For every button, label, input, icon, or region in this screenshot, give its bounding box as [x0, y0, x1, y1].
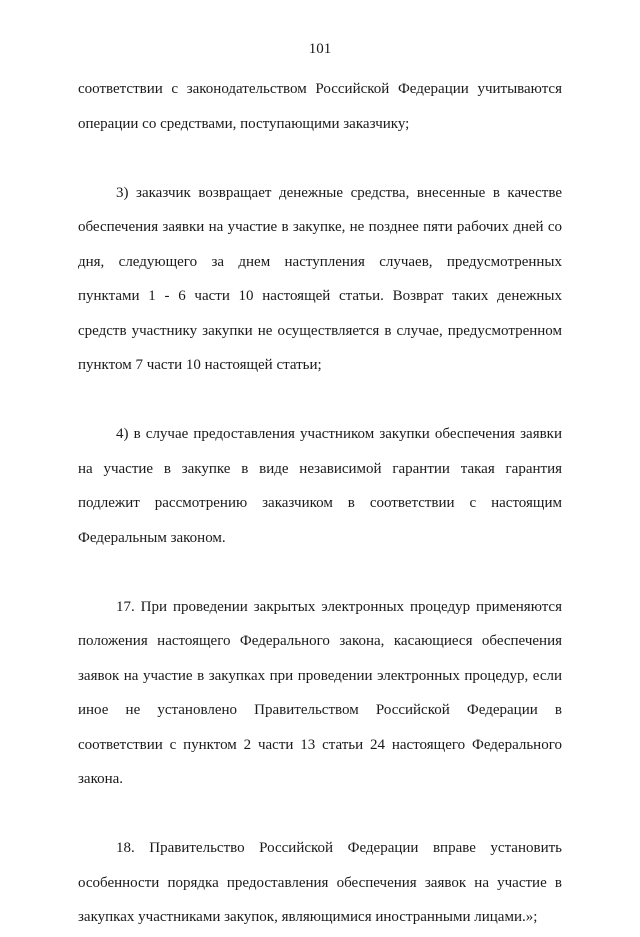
text-line: пунктом 7 части 10 настоящей статьи;	[78, 357, 322, 373]
text-line: дня, следующего за днем наступления случаев, предусмотренных	[78, 253, 562, 270]
text-line: средств участнику закупки не осуществляется в случае, предусмотренном	[78, 322, 562, 339]
text-line: 17. При проведении закрытых электронных процедур применяются	[116, 598, 562, 615]
text-line: закона.	[78, 771, 124, 787]
text-line: обеспечения заявки на участие в закупке, не позднее пяти рабочих дней со	[78, 219, 562, 235]
text-line: соответствии с законодательством Российской Федерации учитываются	[78, 81, 562, 97]
text-line: закупках участниками закупок, являющимися иностранными лицами.»;	[78, 909, 538, 925]
text-line: особенности порядка предоставления обеспечения заявок на участие в	[78, 874, 562, 891]
paragraph-continuation	[78, 74, 562, 143]
text-line: иное не установлено Правительством Российской Федерации в	[78, 702, 562, 718]
document-body	[78, 74, 562, 937]
text-line: операции со средствами, поступающими заказчику;	[78, 115, 410, 132]
text-line: подлежит рассмотрению заказчиком в соответствии с настоящим	[78, 495, 562, 511]
text-line: заявок на участие в закупках при проведении электронных процедур, если	[78, 667, 562, 684]
text-line: 3) заказчик возвращает денежные средства, внесенные в качестве	[116, 184, 562, 201]
text-line: 18. Правительство Российской Федерации вправе установить	[116, 840, 562, 856]
paragraph-part-17	[78, 592, 562, 799]
text-line: 4) в случае предоставления участником закупки обеспечения заявки	[116, 426, 562, 442]
page-number: 101	[308, 41, 332, 57]
text-line: положения настоящего Федерального закона, касающиеся обеспечения	[78, 633, 562, 649]
text-line: на участие в закупке в виде независимой гарантии такая гарантия	[78, 460, 562, 477]
paragraph-item-4	[78, 419, 562, 557]
text-line: соответствии с пунктом 2 части 13 статьи 24 настоящего Федерального	[78, 736, 562, 753]
text-line: пунктами 1 - 6 части 10 настоящей статьи. Возврат таких денежных	[78, 288, 562, 304]
paragraph-part-18	[78, 833, 562, 937]
paragraph-item-3	[78, 178, 562, 385]
text-line: Федеральным законом.	[78, 529, 226, 546]
